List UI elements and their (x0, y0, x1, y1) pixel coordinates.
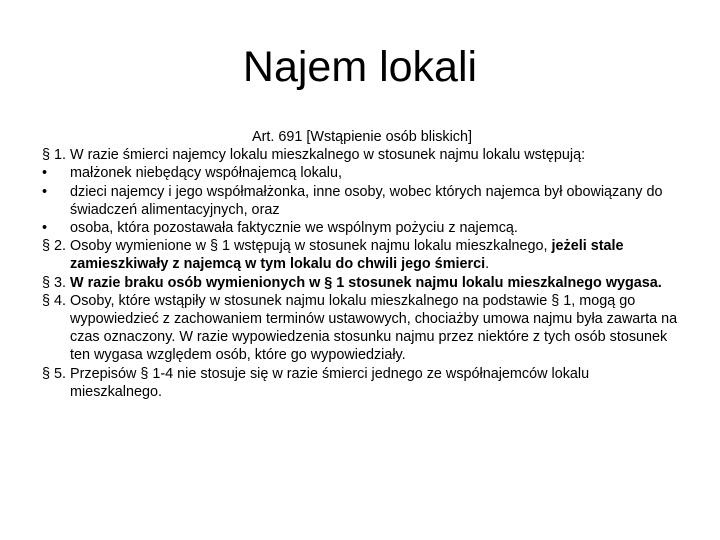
paragraph-5: § 5. Przepisów § 1-4 nie stosuje się w razie śmierci jednego ze współnajemców lokalu mieszkalnego. (42, 365, 590, 400)
paragraph-2-text: § 2. Osoby wymienione w § 1 wstępują w stosunek najmu lokalu mieszkalnego, (42, 238, 552, 255)
slide-title: Najem lokali (242, 43, 478, 91)
paragraph-2 (42, 237, 682, 273)
paragraph-3-emphasis: W razie braku osób wymienionych w § 1 stosunek najmu lokalu mieszkalnego wygasa. (70, 274, 662, 291)
paragraph-3 (42, 274, 682, 292)
bullet-marker: • (42, 183, 48, 200)
article-heading: Art. 691 [Wstąpienie osób bliskich] (252, 129, 472, 145)
bullet-item (42, 164, 682, 182)
bullet-text: osoba, która pozostawała faktycznie we wspólnym pożyciu z najemcą. (70, 220, 518, 237)
slide-body (42, 128, 682, 401)
paragraph-2-emphasis: jeżeli stale zamieszkiwały z najemcą w tym lokalu do chwili jego śmierci (70, 238, 624, 273)
bullet-text: dzieci najemcy i jego współmałżonka, inne osoby, wobec których najemca był obowiązany do świadczeń alimentacyjnych, oraz (70, 183, 663, 218)
paragraph-2-end: . (485, 256, 490, 273)
bullet-marker: • (42, 165, 48, 182)
paragraph-3-text: § 3. (42, 274, 71, 291)
paragraph-4: § 4. Osoby, które wstąpiły w stosunek najmu lokalu mieszkalnego na podstawie § 1, mogą go wypowiedzieć z zachowaniem terminów ustawowych, chociażby umowa najmu była zawarta na czas oznaczony. W razie wypowiedzenia stosunku najmu przez niektóre z tych osób stosunek ten wygasa względem osób, które go wypowiedziały. (42, 292, 678, 364)
bullet-marker: • (42, 220, 48, 237)
bullet-text: małżonek niebędący współnajemcą lokalu, (70, 165, 342, 182)
paragraph-1: § 1. W razie śmierci najemcy lokalu mieszkalnego w stosunek najmu lokalu wstępują: (42, 147, 586, 164)
bullet-item (42, 219, 682, 237)
bullet-item (42, 183, 682, 219)
